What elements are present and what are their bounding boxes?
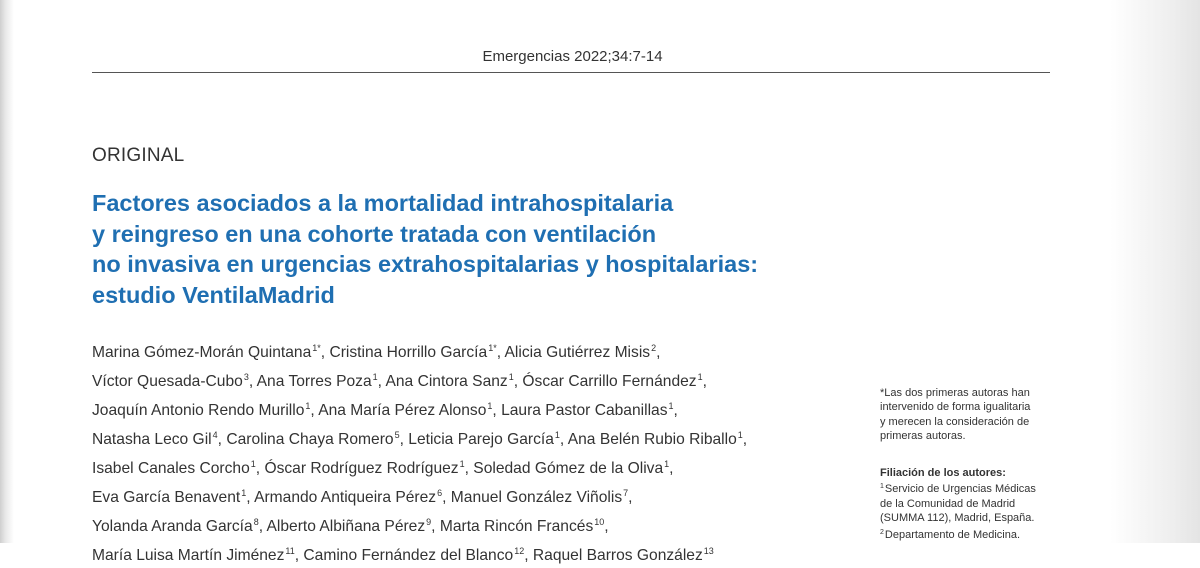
author-affiliation-mark: 1	[459, 459, 465, 469]
author-separator: ,	[217, 431, 227, 448]
author-separator: ,	[294, 547, 304, 564]
author-separator: ,	[464, 460, 474, 477]
author-separator: ,	[255, 460, 265, 477]
author-name: Alicia Gutiérrez Misis	[504, 344, 651, 361]
author-affiliation-mark: 1	[697, 372, 703, 382]
author-name: Camino Fernández del Blanco	[303, 547, 514, 564]
author-affiliation-mark: 13	[703, 546, 714, 556]
author-affiliation-mark: 6	[437, 488, 443, 498]
equal-contribution-note	[880, 386, 1060, 444]
title-line: no invasiva en urgencias extrahospitalarias y hospitalarias:	[92, 251, 759, 277]
affiliation-text: (SUMMA 112), Madrid, España.	[880, 512, 1035, 525]
author-name: Manuel González Viñolis	[450, 489, 623, 506]
affiliation-line	[880, 497, 1060, 511]
author-name: Soledad Gómez de la Oliva	[473, 460, 664, 477]
page-curl-shadow	[1110, 0, 1200, 543]
affiliation-line	[880, 480, 1060, 496]
author-separator: ,	[492, 402, 502, 419]
author-name: Óscar Rodríguez Rodríguez	[264, 460, 459, 477]
author-name: Ana Torres Poza	[256, 373, 372, 390]
author-separator: ,	[524, 547, 533, 564]
author-separator: ,	[320, 344, 330, 361]
author-separator: ,	[559, 431, 568, 448]
author-separator: ,	[656, 344, 661, 361]
author-name: Isabel Canales Corcho	[92, 460, 250, 477]
author-affiliation-mark: 1	[241, 488, 247, 498]
author-separator: ,	[702, 373, 707, 390]
author-separator: ,	[258, 518, 267, 535]
author-line	[92, 365, 852, 394]
author-separator: ,	[442, 489, 451, 506]
header-divider	[92, 72, 1050, 73]
affiliation-text: Departamento de Medicina.	[884, 528, 1021, 541]
author-affiliation-mark: 4	[212, 430, 218, 440]
author-separator: ,	[399, 431, 409, 448]
author-line	[92, 394, 852, 423]
author-name: Armando Antiqueira Pérez	[254, 489, 437, 506]
affiliation-line	[880, 526, 1060, 542]
author-separator: ,	[604, 518, 609, 535]
author-affiliation-mark: 11	[285, 546, 295, 556]
author-separator: ,	[248, 373, 257, 390]
author-name: Carolina Chaya Romero	[226, 431, 394, 448]
author-name: Marina Gómez-Morán Quintana	[92, 344, 312, 361]
note-line: y merecen la consideración de	[880, 415, 1030, 428]
author-name: Joaquín Antonio Rendo Murillo	[92, 402, 305, 419]
author-name: Alberto Albiñana Pérez	[266, 518, 426, 535]
author-name: Víctor Quesada-Cubo	[92, 373, 243, 390]
title-line: Factores asociados a la mortalidad intrahospitalaria	[92, 190, 674, 216]
author-name: Ana Belén Rubio Riballo	[567, 431, 737, 448]
author-name: Ana Cintora Sanz	[385, 373, 508, 390]
author-separator: ,	[496, 344, 505, 361]
author-affiliation-mark: 1	[250, 459, 256, 469]
author-separator: ,	[310, 402, 319, 419]
author-list	[92, 336, 852, 568]
note-line: intervenido de forma igualitaria	[880, 401, 1031, 414]
author-affiliation-mark: 9	[426, 517, 432, 527]
author-affiliation-mark: 1	[554, 430, 560, 440]
author-affiliation-mark: 3	[243, 372, 249, 382]
affiliation-heading: Filiación de los autores:	[880, 467, 1006, 479]
affiliation-text: de la Comunidad de Madrid	[880, 497, 1016, 510]
author-name: Raquel Barros González	[532, 547, 703, 564]
author-affiliations	[880, 466, 1060, 542]
title-line: estudio VentilaMadrid	[92, 281, 335, 308]
note-line: primeras autoras.	[880, 430, 966, 443]
author-line	[92, 539, 852, 568]
author-separator: ,	[669, 460, 674, 477]
article-title	[92, 188, 892, 310]
author-name: Ana María Pérez Alonso	[318, 402, 487, 419]
author-separator: ,	[513, 373, 523, 390]
author-separator: ,	[742, 431, 748, 448]
affiliation-line	[880, 511, 1060, 525]
author-affiliation-mark: 5	[394, 430, 400, 440]
author-name: Óscar Carrillo Fernández	[522, 373, 697, 390]
title-line: y reingreso en una cohorte tratada con ventilación	[92, 220, 657, 247]
author-separator: ,	[246, 489, 255, 506]
author-name: Marta Rincón Francés	[439, 518, 594, 535]
author-affiliation-mark: 1	[305, 401, 311, 411]
author-separator: ,	[431, 518, 440, 535]
author-line	[92, 336, 852, 365]
author-line	[92, 423, 852, 452]
affiliation-number: 2	[880, 528, 884, 536]
author-affiliation-mark: 1	[487, 401, 493, 411]
author-affiliation-mark: 1	[372, 372, 378, 382]
author-line	[92, 510, 852, 539]
author-separator: ,	[673, 402, 678, 419]
author-affiliation-mark: 1*	[488, 343, 497, 353]
author-affiliation-mark: 1	[737, 430, 743, 440]
author-line	[92, 481, 852, 510]
author-affiliation-mark: 1	[668, 401, 674, 411]
author-affiliation-mark: 2	[651, 343, 657, 353]
author-separator: ,	[377, 373, 386, 390]
author-affiliation-mark: 1*	[312, 343, 321, 353]
author-affiliation-mark: 7	[623, 488, 629, 498]
section-label: ORIGINAL	[92, 145, 185, 166]
author-name: Cristina Horrillo García	[329, 344, 488, 361]
author-separator: ,	[628, 489, 633, 506]
page-edge-shadow	[0, 0, 14, 543]
author-affiliation-mark: 8	[253, 517, 259, 527]
affiliation-number: 1	[880, 483, 884, 491]
author-name: Leticia Parejo García	[408, 431, 554, 448]
affiliation-text: Servicio de Urgencias Médicas	[884, 483, 1036, 496]
note-line: *Las dos primeras autoras han	[880, 387, 1030, 399]
journal-reference: Emergencias 2022;34:7-14	[482, 48, 663, 65]
author-name: María Luisa Martín Jiménez	[92, 547, 285, 564]
author-name: Eva García Benavent	[92, 489, 241, 506]
author-affiliation-mark: 1	[664, 459, 670, 469]
author-line	[92, 452, 852, 481]
author-affiliation-mark: 1	[508, 372, 514, 382]
author-name: Laura Pastor Cabanillas	[501, 402, 668, 419]
author-affiliation-mark: 10	[594, 517, 605, 527]
author-name: Yolanda Aranda García	[92, 518, 253, 535]
author-affiliation-mark: 12	[514, 546, 525, 556]
author-name: Natasha Leco Gil	[92, 431, 212, 448]
